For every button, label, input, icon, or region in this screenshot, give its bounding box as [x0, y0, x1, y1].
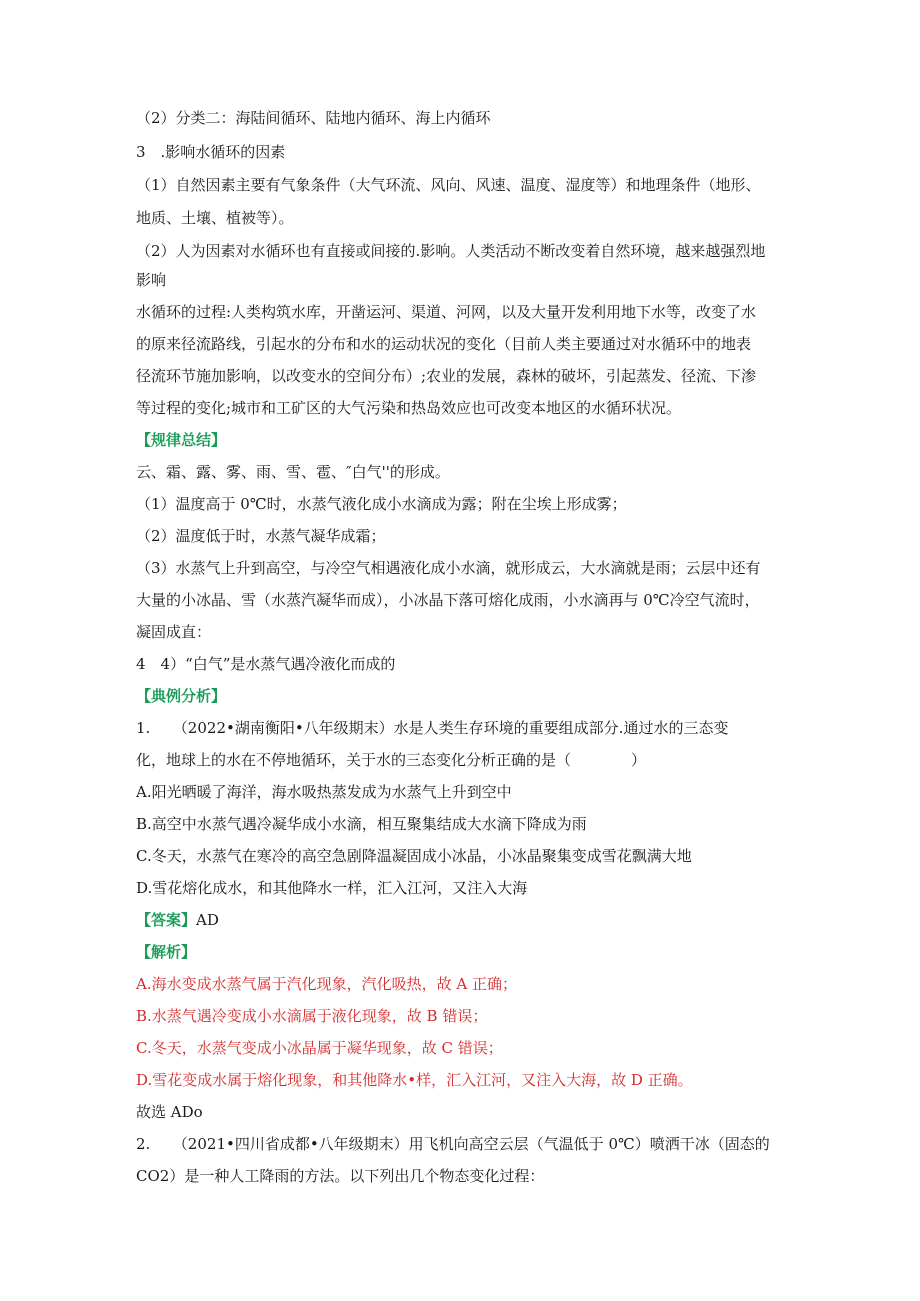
text-line: （2）分类二：海陆间循环、陆地内循环、海上内循环 — [136, 109, 491, 127]
text-line: 大量的小冰晶、雪（水蒸汽凝华而成），小冰晶下落可熔化成雨，小水滴再与 0℃冷空气流时， — [136, 591, 760, 609]
text-line: 地质、土壤、植被等）。 — [136, 209, 294, 227]
option-c: C.冬天，水蒸气在寒冷的高空急剧降温凝固成小冰晶，小冰晶聚集变成雪花飘满大地 — [136, 847, 692, 865]
analysis-line: A.海水变成水蒸气属于汽化现象，汽化吸热，故 A 正确； — [136, 975, 517, 993]
example-analysis-heading: 【典例分析】 — [136, 687, 227, 705]
text-line: （1）自然因素主要有气象条件（大气环流、风向、风速、温度、湿度等）和地理条件（地形、 — [136, 176, 761, 194]
rule-summary-heading: 【规律总结】 — [136, 431, 227, 449]
analysis-line: C.冬天，水蒸气变成小冰晶属于凝华现象，故 C 错误； — [136, 1039, 503, 1057]
text-line: （1）温度高于 0℃时，水蒸气液化成小水滴成为露；附在尘埃上形成雾； — [136, 495, 627, 513]
text-line: （3）水蒸气上升到高空，与冷空气相遇液化成小水滴，就形成云，大水滴就是雨；云层中还有 — [136, 559, 761, 577]
section-heading: 3 .影响水循环的因素 — [136, 143, 286, 161]
text-line: 4 4）“白气”是水蒸气遇冷液化而成的 — [136, 655, 396, 673]
text-line: （2）温度低于时，水蒸气凝华成霜； — [136, 527, 386, 545]
option-a: A.阳光晒暖了海洋，海水吸热蒸发成为水蒸气上升到空中 — [136, 783, 512, 801]
answer-value: AD — [196, 911, 219, 929]
question-text: 1. （2022•湖南衡阳•八年级期末）水是人类生存环境的重要组成部分.通过水的三态变 — [136, 719, 729, 737]
text-line: 影响 — [136, 271, 167, 289]
answer-line — [136, 910, 219, 930]
conclusion-line: 故选 ADo — [136, 1103, 203, 1121]
option-d: D.雪花熔化成水，和其他降水一样，汇入江河，又注入大海 — [136, 879, 528, 897]
text-line: 径流环节施加影响，以改变水的空间分布）;农业的发展，森林的破坏，引起蒸发、径流、下渗 — [136, 367, 757, 385]
analysis-heading: 【解析】 — [136, 943, 197, 961]
text-line: （2）人为因素对水循环也有直接或间接的.影响。人类活动不断改变着自然环境，越来越强烈地 — [136, 242, 766, 260]
text-line: 水循环的过程:人类构筑水库，开凿运河、渠道、河网，以及大量开发利用地下水等，改变了水 — [136, 303, 757, 321]
answer-label: 【答案】 — [136, 911, 197, 929]
text-line: 等过程的变化;城市和工矿区的大气污染和热岛效应也可改变本地区的水循环状况。 — [136, 399, 682, 417]
question-text: 2. （2021•四川省成都•八年级期末）用飞机向高空云层（气温低于 0℃）喷洒干冰（固态的 — [136, 1135, 770, 1153]
analysis-line: B.水蒸气遇冷变成小水滴属于液化现象，故 B 错误； — [136, 1007, 488, 1025]
text-line: 云、霜、露、雾、雨、雪、雹、″白气''的形成。 — [136, 463, 450, 481]
question-text: 化，地球上的水在不停地循环，关于水的三态变化分析正确的是（ ） — [136, 751, 647, 769]
text-line: 的原来径流路线，引起水的分布和水的运动状况的变化（目前人类主要通过对水循环中的地表 — [136, 335, 752, 353]
question-text: CO2）是一种人工降雨的方法。以下列出几个物态变化过程： — [136, 1167, 545, 1185]
text-line: 凝固成直： — [136, 623, 212, 641]
option-b: B.高空中水蒸气遇冷凝华成小水滴，相互聚集结成大水滴下降成为雨 — [136, 815, 587, 833]
analysis-line: D.雪花变成水属于熔化现象，和其他降水•样，汇入江河，又注入大海，故 D 正确。 — [136, 1071, 693, 1089]
